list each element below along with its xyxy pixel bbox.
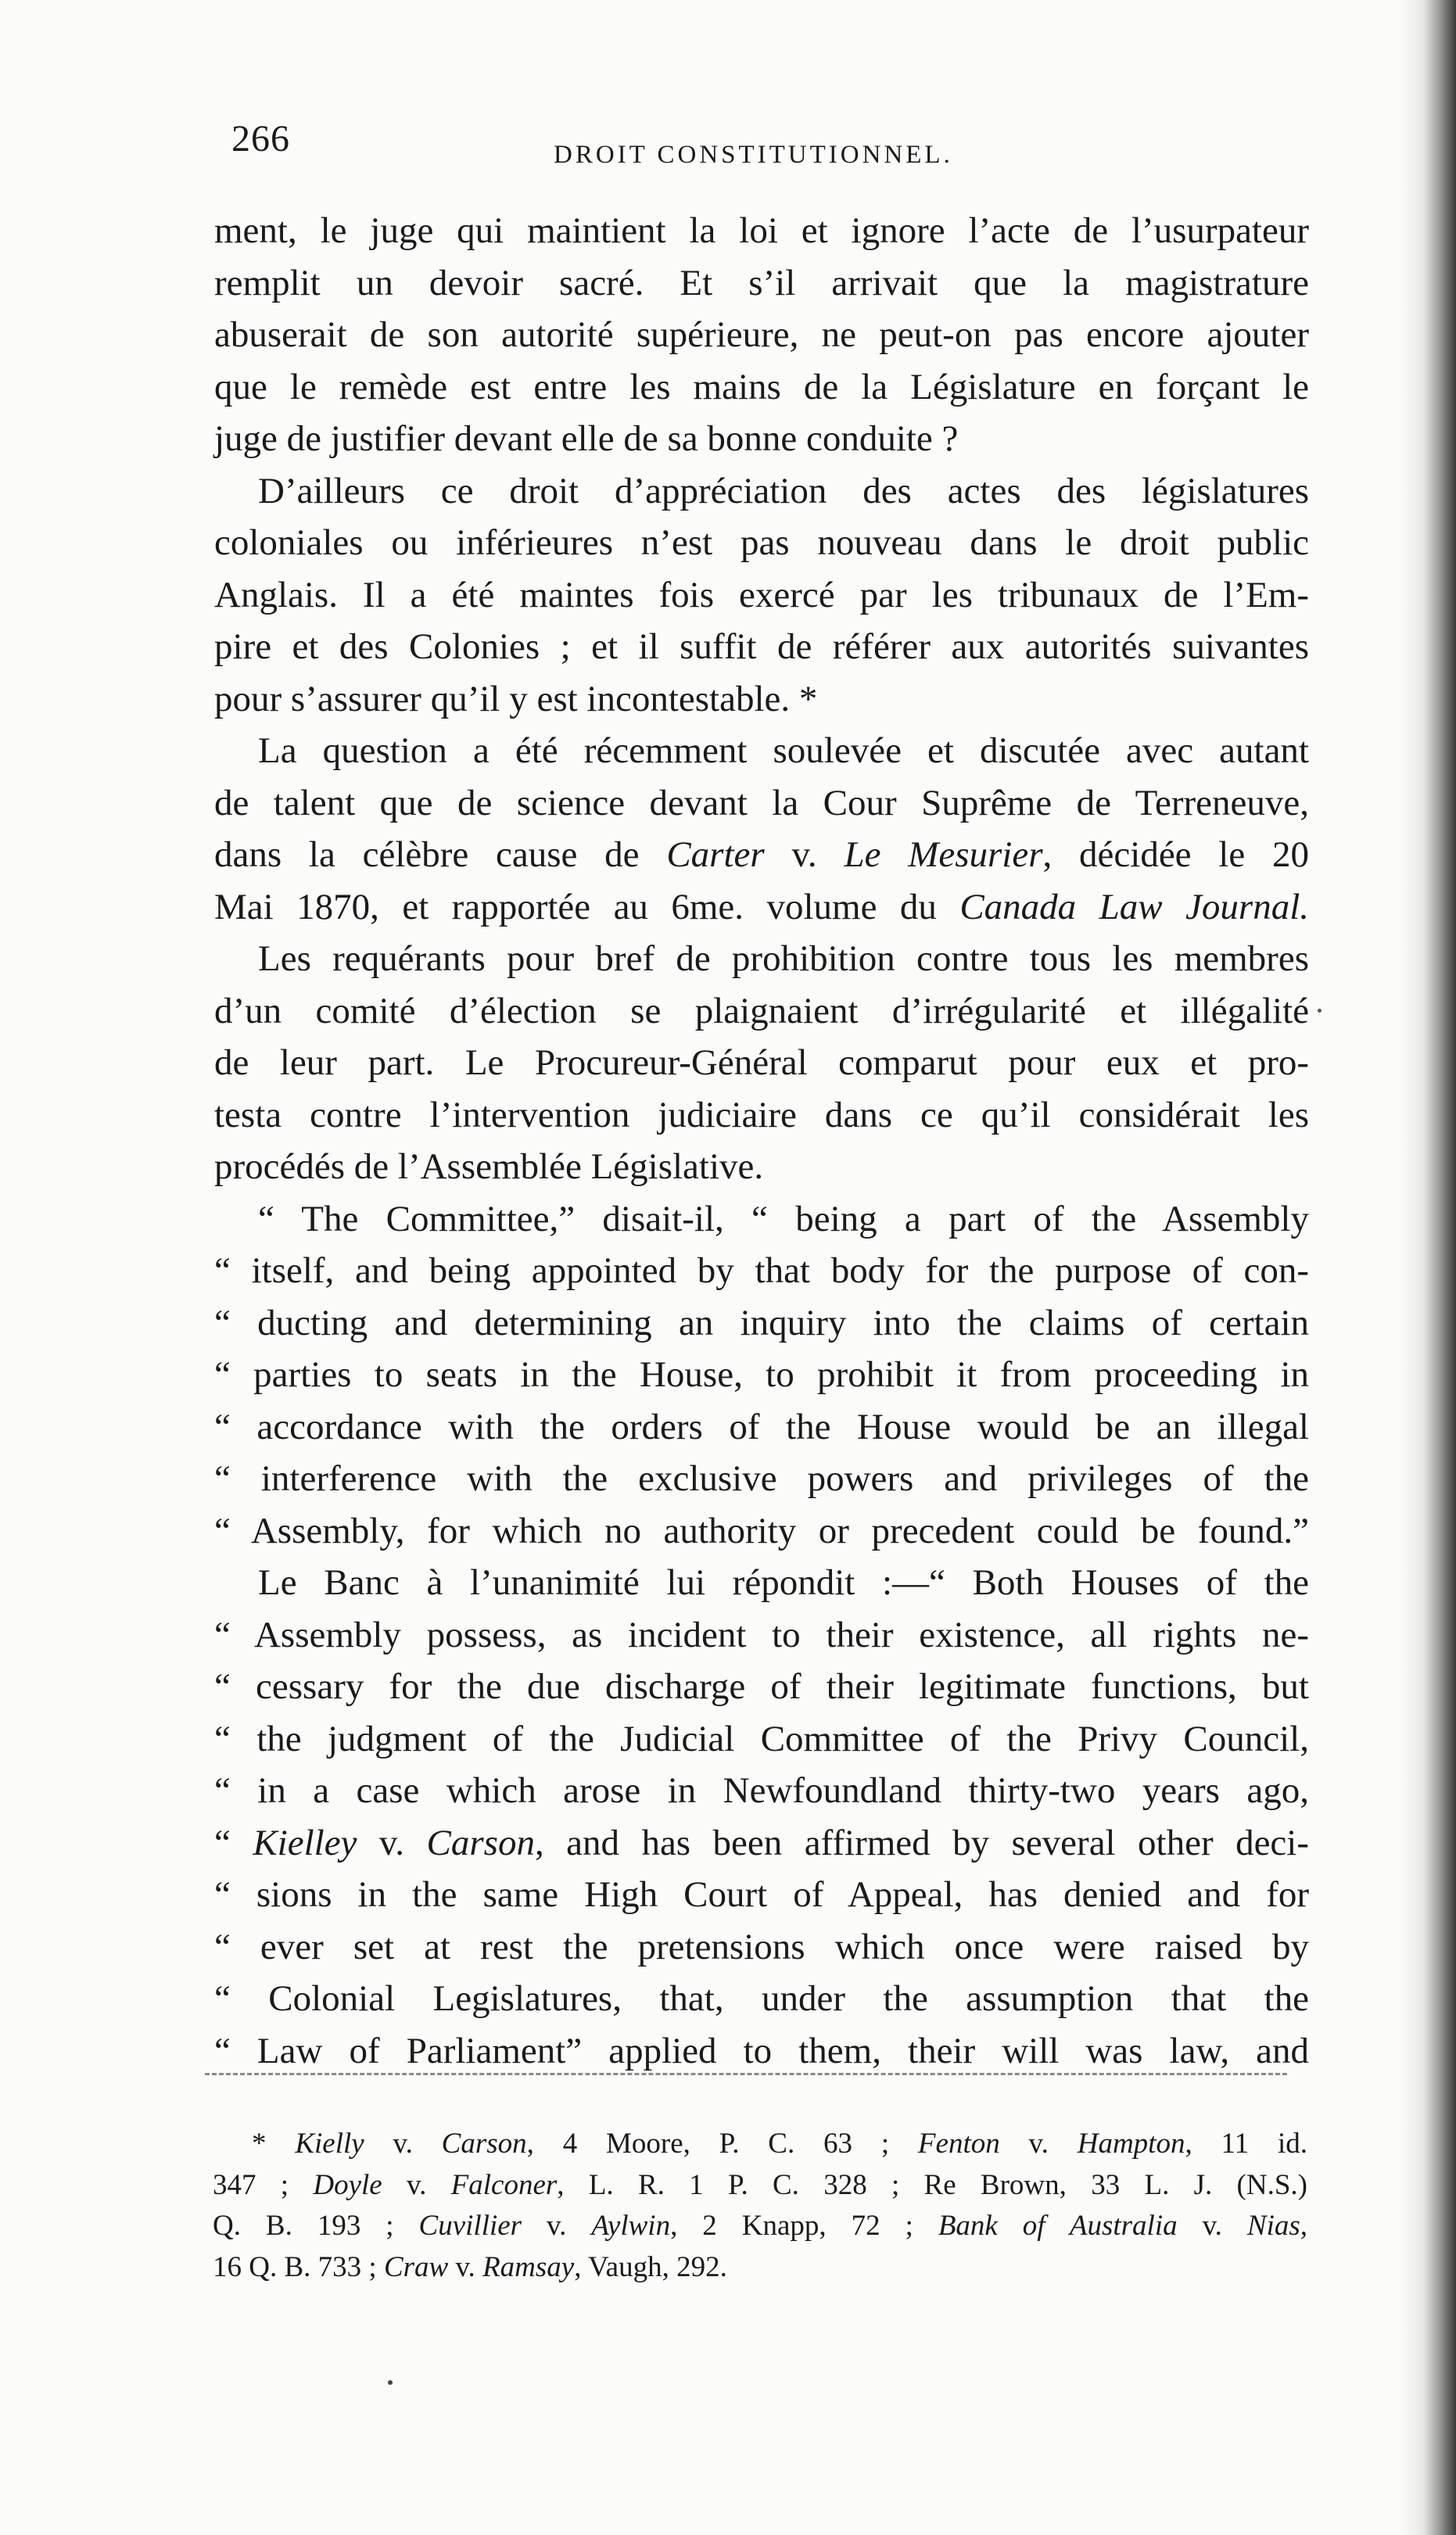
quoted-line: “ in a case which arose in Newfoundland thirty-two years ago, (214, 1770, 1309, 1811)
text-line: juge de justifier devant elle de sa bonne conduite ? (214, 418, 959, 459)
case-name: Kielley (253, 1822, 357, 1863)
page-binding-edge (1401, 0, 1456, 2535)
text-line: Mai 1870, et rapportée au 6me. volume du Canada Law Journal. (214, 886, 1309, 927)
quoted-line: “ ever set at rest the pretensions which once were raised by (214, 1926, 1309, 1967)
footnote-rule (205, 2073, 1287, 2075)
footnote-line: 347 ; Doyle v. Falconer, L. R. 1 P. C. 328 ; Re Brown, 33 L. J. (N.S.) (213, 2168, 1307, 2201)
quoted-line: “ the judgment of the Judicial Committee of the Privy Council, (214, 1718, 1309, 1759)
text-line: ment, le juge qui maintient la loi et ignore l’acte de l’usurpateur (214, 210, 1309, 251)
text-line-with-footnote-mark: pour s’assurer qu’il y est incontestable. * (214, 678, 818, 719)
quoted-line: “ Kielley v. Carson, and has been affirmed by several other deci- (214, 1822, 1309, 1863)
case-name: Carson (426, 1822, 535, 1863)
quoted-line: “ accordance with the orders of the House would be an illegal (214, 1406, 1309, 1447)
quoted-line: “ Law of Parliament” applied to them, their will was law, and (214, 2030, 1309, 2071)
quoted-line: “ Colonial Legislatures, that, under the assumption that the (214, 1978, 1309, 2019)
quoted-line: “ Assembly, for which no authority or precedent could be found.” (214, 1510, 1309, 1551)
running-head: DROIT CONSTITUTIONNEL. (554, 141, 953, 169)
quoted-line: “ Assembly possess, as incident to their existence, all rights ne- (214, 1614, 1309, 1655)
text-line: de leur part. Le Procureur-Général comparut pour eux et pro- (214, 1042, 1309, 1083)
paragraph-first-line: La question a été récemment soulevée et discutée avec autant (258, 730, 1309, 771)
ink-speck (1318, 1009, 1322, 1013)
text-line: pire et des Colonies ; et il suffit de référer aux autorités suivantes (214, 626, 1309, 667)
text-line: d’un comité d’élection se plaignaient d’irrégularité et illégalité (214, 990, 1309, 1031)
paragraph-first-line: Les requérants pour bref de prohibition contre tous les membres (258, 938, 1309, 979)
case-name: Carter (666, 834, 765, 875)
paragraph-first-line: Le Banc à l’unanimité lui répondit :—“ Both Houses of the (258, 1562, 1309, 1603)
text-line: coloniales ou inférieures n’est pas nouveau dans le droit public (214, 522, 1309, 563)
quoted-line: “ interference with the exclusive powers and privileges of the (214, 1458, 1309, 1499)
paragraph-first-line: “ The Committee,” disait-il, “ being a part of the Assembly (258, 1198, 1309, 1239)
case-name: Le Mesurier (844, 834, 1043, 875)
text-line: de talent que de science devant la Cour Suprême de Terreneuve, (214, 782, 1309, 823)
page-number: 266 (231, 118, 290, 160)
text-line: abuserait de son autorité supérieure, ne peut-on pas encore ajouter (214, 314, 1309, 355)
body-text (214, 205, 1309, 2077)
quoted-line: “ sions in the same High Court of Appeal, has denied and for (214, 1874, 1309, 1915)
text-line: que le remède est entre les mains de la Législature en forçant le (214, 366, 1309, 407)
quoted-line: “ cessary for the due discharge of their legitimate functions, but (214, 1666, 1309, 1707)
text-line: remplit un devoir sacré. Et s’il arrivait que la magistrature (214, 262, 1309, 303)
quoted-line: “ itself, and being appointed by that body for the purpose of con- (214, 1250, 1309, 1291)
journal-title: Canada Law Journal. (959, 886, 1309, 927)
text-line: procédés de l’Assemblée Législative. (214, 1146, 764, 1187)
footnote (213, 2124, 1307, 2288)
footnote-line: 16 Q. B. 733 ; Craw v. Ramsay, Vaugh, 292. (213, 2250, 727, 2283)
footnote-line: Q. B. 193 ; Cuvillier v. Aylwin, 2 Knapp, 72 ; Bank of Australia v. Nias, (213, 2210, 1308, 2242)
footnote-line: * Kielly v. Carson, 4 Moore, P. C. 63 ; Fenton v. Hampton, 11 id. (252, 2128, 1307, 2160)
ink-speck (388, 2380, 393, 2385)
text-line: Anglais. Il a été maintes fois exercé par les tribunaux de l’Em- (214, 574, 1309, 615)
quoted-line: “ ducting and determining an inquiry into the claims of certain (214, 1302, 1309, 1343)
text-line: dans la célèbre cause de Carter v. Le Mesurier, décidée le 20 (214, 834, 1309, 875)
paragraph-first-line: D’ailleurs ce droit d’appréciation des actes des législatures (258, 470, 1309, 511)
quoted-line: “ parties to seats in the House, to prohibit it from proceeding in (214, 1354, 1309, 1395)
text-line: testa contre l’intervention judiciaire dans ce qu’il considérait les (214, 1094, 1309, 1135)
